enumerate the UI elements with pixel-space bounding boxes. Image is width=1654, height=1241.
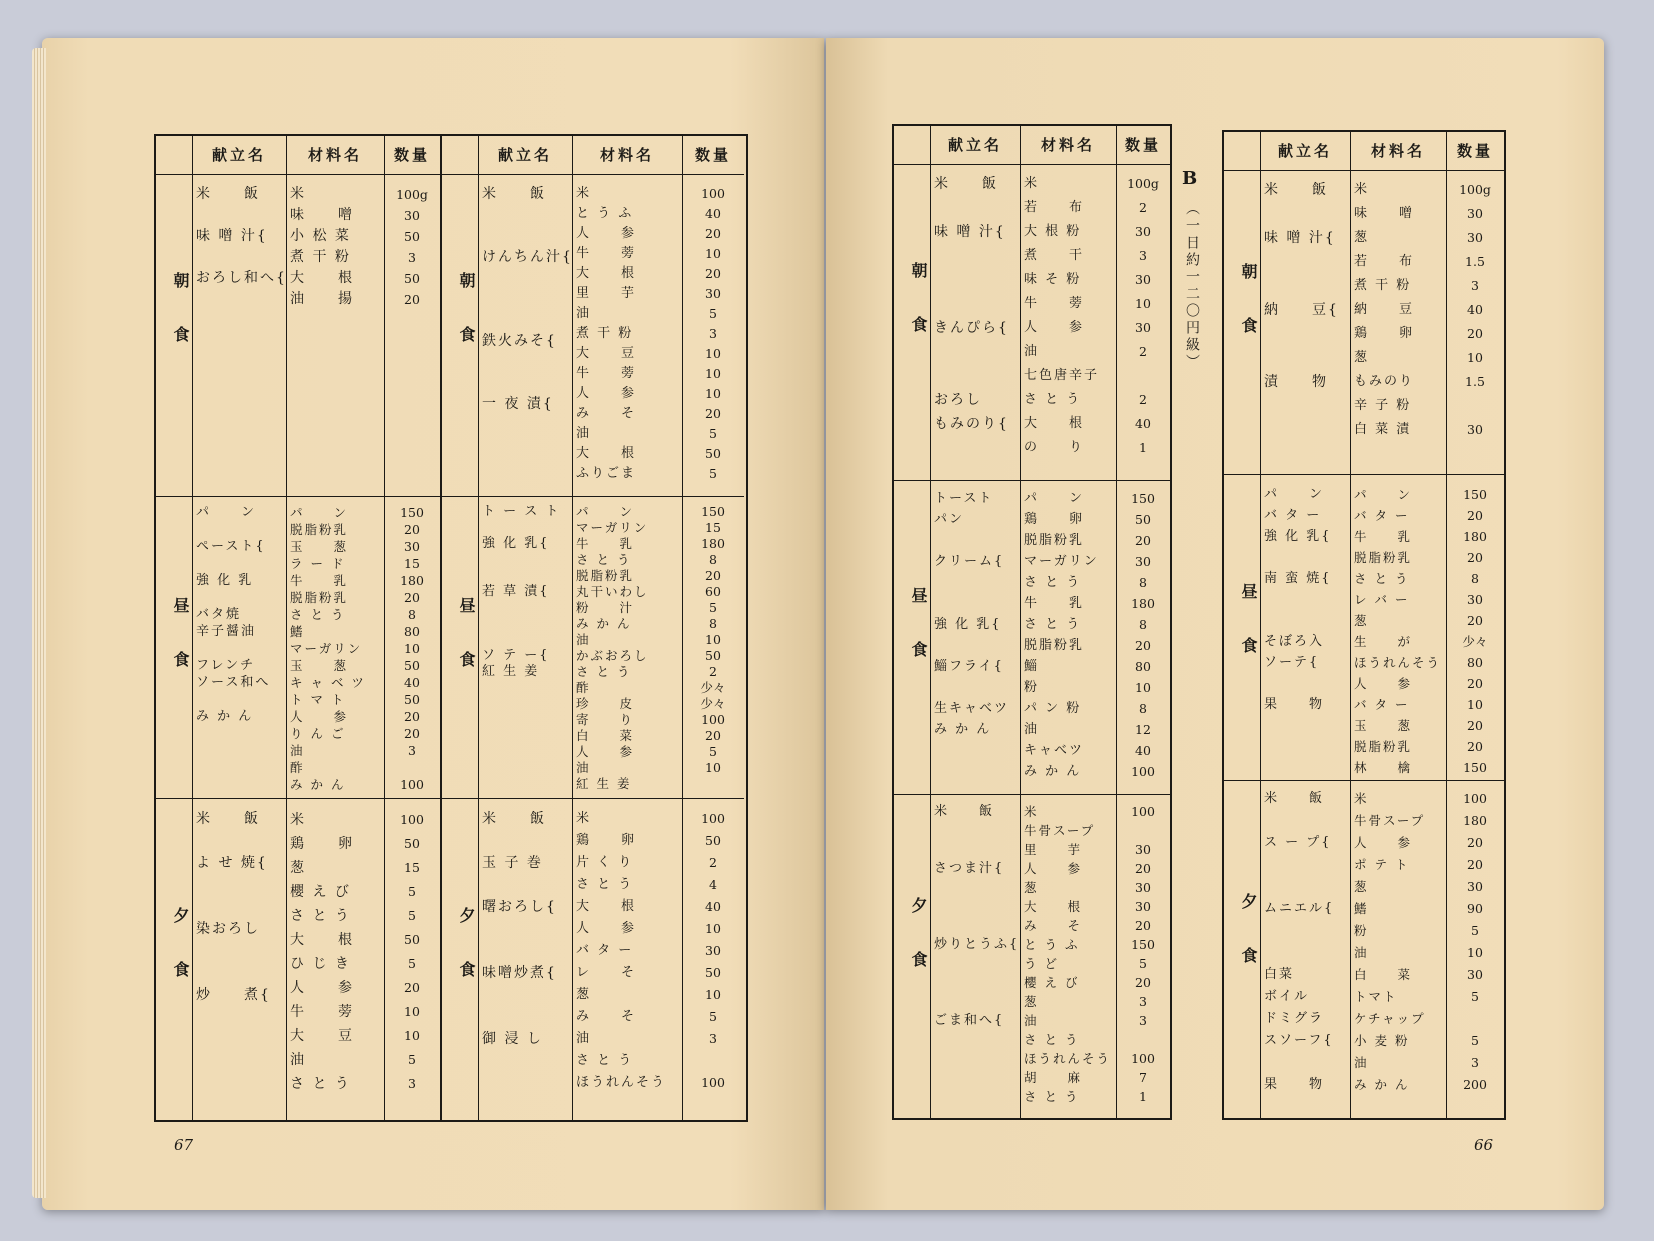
material-list: パ ン バ タ ー 牛 乳 脱脂粉乳 さ と う レ バ ー 葱 生 が ほうれんそう 人 参 バ タ ー 玉 葱 脱脂粉乳 林 檎 xyxy=(1354,487,1442,775)
qty-list: 100g 2 30 3 30 10 30 2 2 40 1 xyxy=(1127,176,1159,455)
header-material: 材料名 xyxy=(599,146,654,164)
material-list: 米 鶏 卵 片 く り さ と う 大 根 人 参 バ タ ー レ そ 葱 み そ 油 さ と う ほうれんそう xyxy=(576,811,667,1090)
meal-label-dinner: 夕食 xyxy=(1239,893,1258,1001)
menu-table-right-2 xyxy=(1222,130,1506,1120)
qty-list: 150 50 20 30 8 180 8 20 80 10 8 12 40 100 xyxy=(1131,491,1155,779)
table-half-1 xyxy=(894,126,1170,1118)
qty-list: 100 40 20 10 20 30 5 3 10 10 10 20 5 50 5 xyxy=(701,186,725,481)
meal-label-breakfast: 朝食 xyxy=(909,262,928,370)
meal-label-lunch: 昼食 xyxy=(457,597,476,705)
meal-label-dinner: 夕食 xyxy=(171,907,190,1015)
header-qty: 数量 xyxy=(694,146,731,164)
right-page xyxy=(826,38,1604,1210)
material-list: 米 味 噌 小 松 菜 煮 干 粉 大 根 油 揚 xyxy=(290,186,354,307)
dish-list: ト ー ス ト 強 化 乳{ 若 草 漬{ ソ テ ー{ 紅 生 姜 xyxy=(482,504,561,679)
dish-list: 米 飯 玉 子 巻 曙おろし{ 味噌炒煮{ 御 浸 し xyxy=(482,811,557,1047)
left-page xyxy=(42,38,824,1210)
header-dish: 献立名 xyxy=(211,146,266,164)
meal-label-dinner: 夕食 xyxy=(457,907,476,1015)
qty-list: 100g 30 50 3 50 20 xyxy=(396,187,428,307)
dish-list: 米 飯 けんちん汁{ 鉄火みそ{ 一 夜 漬{ xyxy=(482,186,573,412)
header-material: 材料名 xyxy=(1040,136,1095,154)
table-half-2 xyxy=(1224,132,1504,1118)
table-header xyxy=(156,136,440,175)
material-list: 米 と う ふ 人 参 牛 蒡 大 根 里 芋 油 煮 干 粉 大 豆 牛 蒡 人 参 み そ 油 大 根 ふりごま xyxy=(576,186,637,481)
header-dish: 献立名 xyxy=(497,146,552,164)
qty-list: 150 20 30 15 180 20 8 80 10 50 40 50 20 20 3 100 xyxy=(400,505,424,792)
material-list: 米 味 噌 葱 若 布 煮 干 粉 納 豆 鶏 卵 葱 もみのり 辛 子 粉 白 菜 漬 xyxy=(1354,182,1415,437)
dish-list: パ ン バ タ ー 強 化 乳{ 南 蛮 焼{ そぼろ入 ソーテ{ 果 物 xyxy=(1264,487,1332,712)
table-header xyxy=(894,126,1170,165)
dish-list: パ ン ペースト{ 強 化 乳 バタ焼 辛子醤油 フレンチ ソース和へ み か ん xyxy=(196,505,271,724)
table-header xyxy=(442,136,744,175)
header-qty: 数量 xyxy=(393,146,430,164)
dish-list: トースト パン クリーム{ 強 化 乳{ 鯔フライ{ 生キャベツ み か ん xyxy=(934,491,1010,737)
material-list: 米 牛骨スープ 里 芋 人 参 葱 大 根 み そ と う ふ う ど 櫻 え び 葱 油 さ と う ほうれんそう 胡 麻 さ と う xyxy=(1024,804,1112,1104)
meal-label-lunch: 昼食 xyxy=(909,587,928,695)
header-dish: 献立名 xyxy=(947,136,1002,154)
menu-table-right-1 xyxy=(892,124,1172,1120)
dish-list: 米 飯 味 噌 汁{ きんぴら{ おろし もみのり{ xyxy=(934,176,1009,432)
table-half-2 xyxy=(440,136,744,1120)
header-dish: 献立名 xyxy=(1277,142,1332,160)
qty-list: 100 30 20 30 30 20 150 5 20 3 3 100 7 1 xyxy=(1131,804,1155,1104)
material-list: 米 若 布 大 根 粉 煮 干 味 そ 粉 牛 蒡 人 参 油 七色唐辛子 さ と う 大 根 の り xyxy=(1024,176,1100,455)
meal-label-breakfast: 朝食 xyxy=(1239,263,1258,371)
section-letter: B xyxy=(1182,168,1198,189)
header-material: 材料名 xyxy=(1370,142,1425,160)
page-edge xyxy=(32,48,46,1198)
dish-list: 米 飯 味 噌 汁{ 納 豆{ 漬 物 xyxy=(1264,182,1339,390)
material-list: パ ン 鶏 卵 脱脂粉乳 マーガリン さ と う 牛 乳 さ と う 脱脂粉乳 鯔 粉 パ ン 粉 油 キャベツ み か ん xyxy=(1024,491,1099,779)
section-label xyxy=(1182,168,1212,371)
meal-label-lunch: 昼食 xyxy=(1239,583,1258,691)
page-number: 67 xyxy=(174,1136,194,1154)
material-list: パ ン マーガリン 牛 乳 さ と う 脱脂粉乳 丸干いわし 粉 汁 み か ん 油 かぶおろし さ と う 酢 珍 皮 寄 り 白 菜 人 参 油 紅 生 姜 xyxy=(576,504,649,791)
qty-list: 100g 30 30 1.5 3 40 20 10 1.5 30 xyxy=(1459,182,1491,437)
table-header xyxy=(1224,132,1504,171)
meal-label-breakfast: 朝食 xyxy=(171,272,190,380)
table-half-1 xyxy=(156,136,440,1120)
material-list: パ ン 脱脂粉乳 玉 葱 ラ ー ド 牛 乳 脱脂粉乳 さ と う 鰭 マーガリン 玉 葱 キ ャ ベ ツ ト マ ト 人 参 り ん ご 油 酢 み か ん xyxy=(290,505,366,792)
dish-list: 米 飯 よ せ 焼{ 染おろし 炒 煮{ xyxy=(196,811,271,1003)
meal-label-dinner: 夕食 xyxy=(909,897,928,1005)
menu-table-left xyxy=(154,134,748,1122)
meal-label-breakfast: 朝食 xyxy=(457,272,476,380)
dish-list: 米 飯 さつま汁{ 炒りとうふ{ ごま和へ{ xyxy=(934,804,1020,1028)
page-number: 66 xyxy=(1474,1136,1494,1154)
meal-label-lunch: 昼食 xyxy=(171,597,190,705)
qty-list: 100 50 2 4 40 10 30 50 10 5 3 100 xyxy=(701,811,725,1090)
material-list: 米 牛骨スープ 人 参 ポ テ ト 葱 鰭 粉 油 白 菜 トマト ケチャップ 小 麦 粉 油 み か ん xyxy=(1354,791,1426,1092)
dish-list: 米 飯 ス ー プ{ ムニエル{ 白菜 ボイル ドミグラ スソーフ{ 果 物 xyxy=(1264,791,1335,1092)
qty-list: 150 20 180 20 8 30 20 少々 80 20 10 20 20 150 xyxy=(1462,487,1488,775)
qty-list: 100 180 20 20 30 90 5 10 30 5 5 3 200 xyxy=(1463,791,1487,1092)
material-list: 米 鶏 卵 葱 櫻 え び さ と う 大 根 ひ じ き 人 参 牛 蒡 大 豆 油 さ と う xyxy=(290,812,354,1092)
header-material: 材料名 xyxy=(307,146,362,164)
qty-list: 100 50 15 5 5 50 5 20 10 10 5 3 xyxy=(400,812,424,1091)
header-qty: 数量 xyxy=(1124,136,1161,154)
dish-list: 米 飯 味 噌 汁{ おろし和へ{ xyxy=(196,186,287,286)
section-note: （一日約一二〇円級） xyxy=(1184,201,1200,371)
header-qty: 数量 xyxy=(1456,142,1493,160)
qty-list: 150 15 180 8 20 60 5 8 10 50 2 少々 少々 100 20 5 10 xyxy=(700,504,726,775)
